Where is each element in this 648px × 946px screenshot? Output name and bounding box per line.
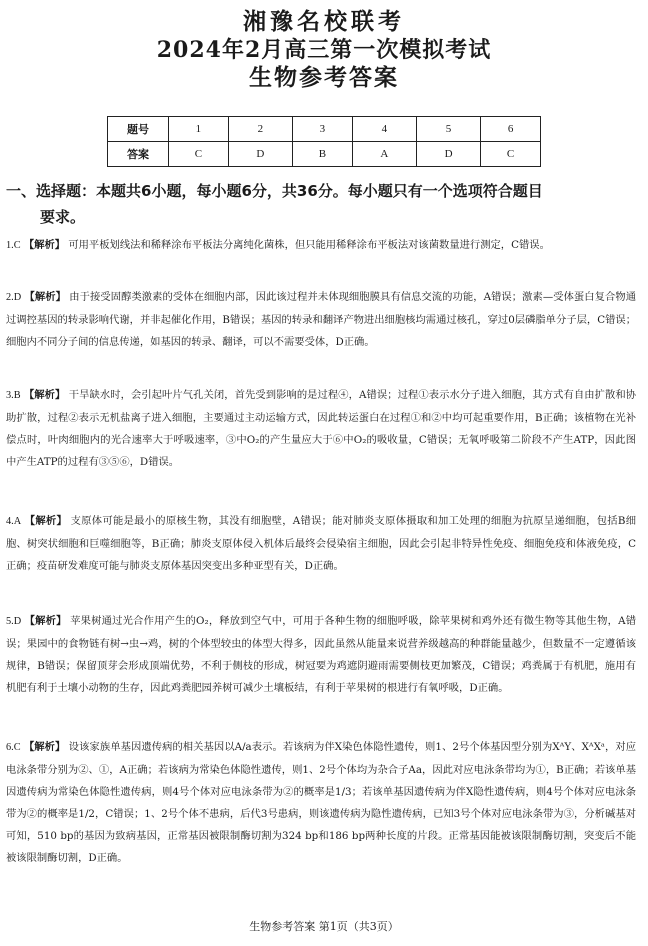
analysis-tag: 【解析】 (23, 239, 66, 251)
question-answer-number: 3.B (6, 390, 21, 401)
answer-table (107, 116, 541, 167)
page-footer: 生物参考答案 第1页（共3页） (249, 920, 399, 933)
analysis-tag: 【解析】 (24, 615, 67, 627)
explanation-text: 可用平板划线法和稀释涂布平板法分离纯化菌株，但只能用稀释涂布平板法对该菌数量进行测定，C错误。 (68, 239, 550, 251)
question-explanation-2 (6, 286, 636, 353)
question-answer-number: 1.C (6, 240, 21, 251)
explanation-text: 设该家族单基因遗传病的相关基因以A/a表示。若该病为伴X染色体隐性遗传，则1、2号个体基因型分别为XᴬY、XᴬXᵃ，对应电泳条带分别为②、①，A正确；若该病为常染色体隐性遗传，则1、2号个体均为杂合子Aa，因此对应电泳条带均为①，B正确；若该单基因遗传病为常染色体隐性遗传病，则4号个体对应电泳条带为②的概率是1/3；若该单基因遗传病为伴X隐性遗传病，则4号个体对应电泳条带为②的概率是1/2，C错误；1、2号个体不患病，后代3号患病，则该遗传病为隐性遗传病，已知3号个体对应电泳条带为③，分析碱基对可知，510 bp的基因为致病基因，正常基因被限制酶切割为324 bp和186 bp两种长度的片段。正常基因能被该限制酶切割，突变后不能被该限制酶切割，D正确。 (6, 741, 636, 864)
table-cell-number: 4 (352, 117, 416, 142)
table-cell-number: 5 (416, 117, 480, 142)
analysis-tag: 【解析】 (23, 741, 66, 753)
question-answer-number: 5.D (6, 616, 22, 627)
table-cell-number: 2 (228, 117, 292, 142)
table-cell-answer: C (481, 142, 541, 167)
table-header-answer: 答案 (108, 142, 169, 167)
exam-union-title: 湘豫名校联考 (243, 8, 405, 35)
answer-key-title: 生物参考答案 (249, 64, 399, 91)
table-cell-number: 3 (292, 117, 352, 142)
question-explanation-3 (6, 384, 636, 473)
question-explanation-5 (6, 610, 636, 699)
table-cell-number: 6 (481, 117, 541, 142)
exam-session-title: 2024年2月高三第一次模拟考试 (156, 37, 492, 63)
analysis-tag: 【解析】 (23, 389, 66, 401)
answer-table-answer-row (108, 142, 541, 167)
table-header-number: 题号 (108, 117, 169, 142)
question-answer-number: 6.C (6, 742, 21, 753)
document-header (0, 8, 648, 92)
table-cell-answer: A (352, 142, 416, 167)
table-cell-answer: B (292, 142, 352, 167)
explanation-text: 由于接受固醇类激素的受体在细胞内部，因此该过程并未体现细胞膜具有信息交流的功能，A错误；激素—受体蛋白复合物通过调控基因的转录影响代谢，并非起催化作用，B错误；基因的转录和翻译产物进出细胞核均需通过核孔，穿过0层磷脂单分子层，C错误；细胞内不同分子间的信息传递，如基因的转录、翻译，可以不需要受体，D正确。 (6, 291, 637, 348)
table-cell-number: 1 (169, 117, 229, 142)
question-explanation-6 (6, 736, 636, 869)
table-cell-answer: D (416, 142, 480, 167)
section-heading (6, 178, 642, 230)
question-explanation-4 (6, 510, 636, 577)
question-answer-number: 2.D (6, 292, 22, 303)
explanation-text: 支原体可能是最小的原核生物，其没有细胞壁，A错误；能对肺炎支原体摄取和加工处理的细胞为抗原呈递细胞，包括B细胞、树突状细胞和巨噬细胞等，B正确；肺炎支原体侵入机体后最终会侵染宿主细胞，因此会引起非特异性免疫、细胞免疫和体液免疫，C正确；疫苗研发难度可能与肺炎支原体基因突变出多种亚型有关，D正确。 (6, 515, 636, 572)
analysis-tag: 【解析】 (24, 515, 68, 527)
section-heading-line1: 一、选择题：本题共6小题，每小题6分，共36分。每小题只有一个选项符合题目 (6, 182, 543, 200)
explanation-text: 苹果树通过光合作用产生的O₂，释放到空气中，可用于各种生物的细胞呼吸，除苹果树和鸡外还有微生物等其他生物，A错误；果园中的食物链有树→虫→鸡，树的个体型较虫的体型大得多，因此虽然从能量来说营养级越高的种群能量越少，但数量不一定遵循该规律，B错误；保留顶芽会形成顶端优势，不利于侧枝的形成，树冠要为鸡遮阴避雨需要侧枝更加繁茂，C错误；鸡粪属于有机肥，施用有机肥有利于土壤小动物的生存，因此鸡粪肥园养树可减少土壤板结，有利于苹果树的根进行有氧呼吸，D正确。 (6, 615, 637, 694)
explanation-text: 干旱缺水时，会引起叶片气孔关闭，首先受到影响的是过程④，A错误；过程①表示水分子进入细胞，其方式有自由扩散和协助扩散，过程②表示无机盐离子进入细胞，主要通过主动运输方式，因此转运蛋白在过程①和②中均可起重要作用，B正确；该植物在光补偿点时，叶肉细胞内的光合速率大于呼吸速率，③中O₂的产生量应大于⑥中O₂的吸收量，C错误；无氧呼吸第二阶段不产生ATP，因此图中产生ATP的过程有③⑤⑥，D错误。 (6, 389, 636, 468)
table-cell-answer: C (169, 142, 229, 167)
question-answer-number: 4.A (6, 516, 22, 527)
answer-table-number-row (108, 117, 541, 142)
section-heading-line2: 要求。 (40, 208, 86, 226)
analysis-tag: 【解析】 (24, 291, 66, 303)
question-explanation-1 (6, 234, 636, 257)
table-cell-answer: D (228, 142, 292, 167)
